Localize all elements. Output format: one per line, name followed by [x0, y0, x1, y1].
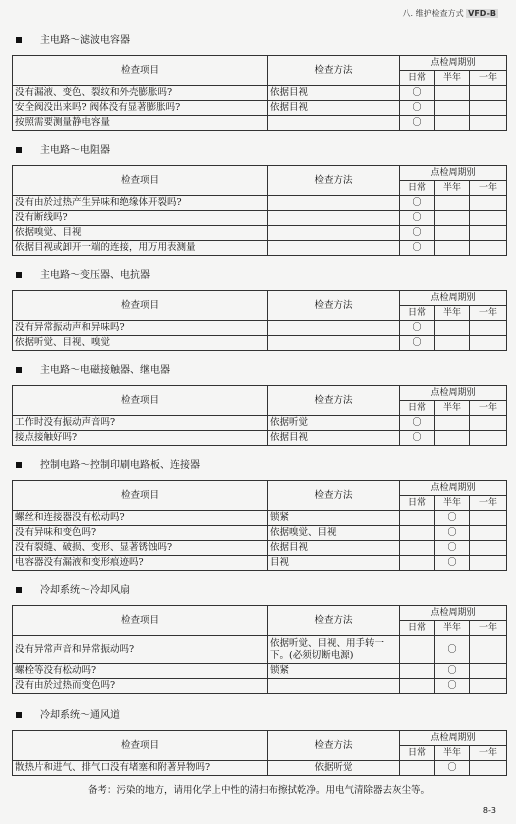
- period-year-cell: [470, 86, 507, 101]
- inspection-item: 没有异常振动声和异味吗?: [13, 321, 268, 336]
- section-title: [16, 34, 506, 48]
- period-daily-cell: [400, 226, 435, 241]
- period-daily-cell: [400, 636, 435, 664]
- inspection-item: 依据目视或卸开一端的连接，用万用表测量: [13, 241, 268, 256]
- inspection-item: 没有由於过热产生异味和绝缘体开裂吗?: [13, 196, 268, 211]
- table-row: [13, 541, 507, 556]
- inspection-table: [12, 385, 507, 446]
- period-year-cell: [470, 101, 507, 116]
- period-half-cell: [435, 526, 470, 541]
- period-year-cell: [470, 511, 507, 526]
- inspection-method: 依据目视: [268, 431, 400, 446]
- period-year-cell: [470, 664, 507, 679]
- check-mark: 〇: [412, 243, 422, 253]
- period-year-cell: [470, 431, 507, 446]
- inspection-method: [268, 226, 400, 241]
- table-header-row: [13, 56, 507, 71]
- table-header-row: [13, 731, 507, 746]
- inspection-method: 依据目视: [268, 541, 400, 556]
- check-mark: 〇: [412, 103, 422, 113]
- inspection-table: [12, 55, 507, 131]
- inspection-section: [12, 459, 506, 571]
- period-year-cell: [470, 541, 507, 556]
- table-row: [13, 321, 507, 336]
- header-half-year: 半年: [435, 621, 470, 636]
- check-mark: 〇: [447, 513, 457, 523]
- inspection-table: [12, 480, 507, 571]
- header-cycle: 点检周期别: [400, 291, 507, 306]
- inspection-method: 依据嗅觉、目视: [268, 526, 400, 541]
- period-daily-cell: [400, 336, 435, 351]
- period-year-cell: [470, 241, 507, 256]
- model-tag: VFD-B: [468, 9, 496, 18]
- inspection-item: 螺栓等没有松动吗?: [13, 664, 268, 679]
- square-bullet-icon: [16, 462, 22, 468]
- inspection-table: [12, 165, 507, 256]
- period-daily-cell: [400, 321, 435, 336]
- section-title: [16, 269, 506, 283]
- period-daily-cell: [400, 86, 435, 101]
- period-half-cell: [435, 211, 470, 226]
- period-year-cell: [470, 226, 507, 241]
- check-mark: 〇: [412, 433, 422, 443]
- period-daily-cell: [400, 211, 435, 226]
- period-daily-cell: [400, 116, 435, 131]
- inspection-item: 工作时没有振动声音吗?: [13, 416, 268, 431]
- section-title: [16, 144, 506, 158]
- period-half-cell: [435, 86, 470, 101]
- inspection-item: 没有异常声音和异常振动吗?: [13, 636, 268, 664]
- inspection-item: 电容器没有漏液和变形痕迹吗?: [13, 556, 268, 571]
- header-cycle: 点检周期别: [400, 56, 507, 71]
- header-half-year: 半年: [435, 71, 470, 86]
- square-bullet-icon: [16, 147, 22, 153]
- square-bullet-icon: [16, 587, 22, 593]
- check-mark: 〇: [447, 681, 457, 691]
- inspection-method: [268, 196, 400, 211]
- header-daily: 日常: [400, 496, 435, 511]
- header-cycle: 点检周期别: [400, 166, 507, 181]
- table-row: [13, 511, 507, 526]
- table-row: [13, 679, 507, 694]
- check-mark: 〇: [447, 528, 457, 538]
- check-mark: 〇: [412, 88, 422, 98]
- inspection-table: [12, 290, 507, 351]
- period-daily-cell: [400, 241, 435, 256]
- table-row: [13, 196, 507, 211]
- period-half-cell: [435, 431, 470, 446]
- header-daily: 日常: [400, 621, 435, 636]
- section-title-text: 冷却系统～冷却风扇: [40, 585, 130, 596]
- square-bullet-icon: [16, 37, 22, 43]
- header-daily: 日常: [400, 71, 435, 86]
- inspection-table: [12, 605, 507, 694]
- page-header: [402, 8, 498, 19]
- header-daily: 日常: [400, 306, 435, 321]
- page-number: 8-3: [482, 806, 496, 815]
- section-title: [16, 709, 506, 723]
- check-mark: 〇: [412, 323, 422, 333]
- table-row: [13, 416, 507, 431]
- check-mark: 〇: [412, 418, 422, 428]
- inspection-section: [12, 709, 506, 776]
- period-half-cell: [435, 664, 470, 679]
- period-daily-cell: [400, 526, 435, 541]
- section-title-text: 主电路～电阻器: [40, 145, 110, 156]
- header-year: 一年: [470, 181, 507, 196]
- period-daily-cell: [400, 196, 435, 211]
- header-cycle: 点检周期别: [400, 731, 507, 746]
- table-row: [13, 336, 507, 351]
- header-item: 检查项目: [13, 166, 268, 196]
- inspection-method: 依据听觉: [268, 416, 400, 431]
- period-half-cell: [435, 321, 470, 336]
- inspection-item: 依据嗅觉、目视: [13, 226, 268, 241]
- inspection-item: 螺丝和连接器没有松动吗?: [13, 511, 268, 526]
- table-header-row: [13, 481, 507, 496]
- inspection-item: 接点接触好吗?: [13, 431, 268, 446]
- header-item: 检查项目: [13, 481, 268, 511]
- check-mark: 〇: [447, 543, 457, 553]
- period-year-cell: [470, 416, 507, 431]
- table-row: [13, 636, 507, 664]
- table-row: [13, 431, 507, 446]
- inspection-method: [268, 679, 400, 694]
- period-half-cell: [435, 336, 470, 351]
- table-header-row: [13, 166, 507, 181]
- period-year-cell: [470, 761, 507, 776]
- period-daily-cell: [400, 541, 435, 556]
- header-year: 一年: [470, 621, 507, 636]
- inspection-item: 安全阀没出来吗? 阀体没有显著膨胀吗?: [13, 101, 268, 116]
- header-method: 检查方法: [268, 481, 400, 511]
- header-half-year: 半年: [435, 181, 470, 196]
- check-mark: 〇: [412, 213, 422, 223]
- period-year-cell: [470, 556, 507, 571]
- period-daily-cell: [400, 761, 435, 776]
- inspection-item: 没有异味和变色吗?: [13, 526, 268, 541]
- table-row: [13, 226, 507, 241]
- period-half-cell: [435, 416, 470, 431]
- period-half-cell: [435, 116, 470, 131]
- inspection-method: 依据目视: [268, 86, 400, 101]
- table-header-row: [13, 606, 507, 621]
- table-row: [13, 86, 507, 101]
- inspection-item: 没有由於过热而变色吗?: [13, 679, 268, 694]
- table-row: [13, 556, 507, 571]
- check-mark: 〇: [412, 198, 422, 208]
- header-daily: 日常: [400, 746, 435, 761]
- inspection-section: [12, 584, 506, 694]
- header-daily: 日常: [400, 401, 435, 416]
- section-title-text: 冷却系统～通风道: [40, 710, 120, 721]
- check-mark: 〇: [412, 338, 422, 348]
- inspection-method: [268, 336, 400, 351]
- header-year: 一年: [470, 401, 507, 416]
- inspection-item: 依据听觉、目视、嗅觉: [13, 336, 268, 351]
- period-half-cell: [435, 101, 470, 116]
- period-half-cell: [435, 541, 470, 556]
- header-half-year: 半年: [435, 746, 470, 761]
- period-half-cell: [435, 679, 470, 694]
- header-item: 检查项目: [13, 731, 268, 761]
- inspection-section: [12, 144, 506, 256]
- check-mark: 〇: [447, 666, 457, 676]
- table-row: [13, 664, 507, 679]
- period-half-cell: [435, 636, 470, 664]
- section-title: [16, 584, 506, 598]
- period-daily-cell: [400, 416, 435, 431]
- inspection-method: 锁紧: [268, 511, 400, 526]
- header-cycle: 点检周期别: [400, 606, 507, 621]
- table-row: [13, 211, 507, 226]
- inspection-method: 依据听觉: [268, 761, 400, 776]
- check-mark: 〇: [412, 118, 422, 128]
- period-half-cell: [435, 196, 470, 211]
- check-mark: 〇: [412, 228, 422, 238]
- header-half-year: 半年: [435, 401, 470, 416]
- period-half-cell: [435, 761, 470, 776]
- check-mark: 〇: [447, 558, 457, 568]
- inspection-table: [12, 730, 507, 776]
- inspection-section: [12, 34, 506, 131]
- period-year-cell: [470, 321, 507, 336]
- period-daily-cell: [400, 101, 435, 116]
- period-daily-cell: [400, 664, 435, 679]
- header-method: 检查方法: [268, 56, 400, 86]
- header-method: 检查方法: [268, 386, 400, 416]
- header-half-year: 半年: [435, 306, 470, 321]
- period-year-cell: [470, 336, 507, 351]
- square-bullet-icon: [16, 712, 22, 718]
- inspection-method: 目视: [268, 556, 400, 571]
- inspection-method: [268, 116, 400, 131]
- period-year-cell: [470, 116, 507, 131]
- inspection-method: 锁紧: [268, 664, 400, 679]
- inspection-item: 没有断线吗?: [13, 211, 268, 226]
- header-item: 检查项目: [13, 606, 268, 636]
- table-row: [13, 761, 507, 776]
- table-row: [13, 116, 507, 131]
- header-method: 检查方法: [268, 291, 400, 321]
- header-item: 检查项目: [13, 291, 268, 321]
- square-bullet-icon: [16, 272, 22, 278]
- period-half-cell: [435, 226, 470, 241]
- period-year-cell: [470, 211, 507, 226]
- inspection-item: 按照需要测量静电容量: [13, 116, 268, 131]
- period-daily-cell: [400, 556, 435, 571]
- header-item: 检查项目: [13, 56, 268, 86]
- period-half-cell: [435, 241, 470, 256]
- header-method: 检查方法: [268, 606, 400, 636]
- period-half-cell: [435, 556, 470, 571]
- table-row: [13, 101, 507, 116]
- table-header-row: [13, 386, 507, 401]
- inspection-method: [268, 241, 400, 256]
- header-method: 检查方法: [268, 731, 400, 761]
- period-half-cell: [435, 511, 470, 526]
- section-title-text: 控制电路～控制印刷电路板、连接器: [40, 460, 200, 471]
- section-title-text: 主电路～变压器、电抗器: [40, 270, 150, 281]
- square-bullet-icon: [16, 367, 22, 373]
- table-row: [13, 241, 507, 256]
- inspection-method: [268, 321, 400, 336]
- inspection-method: 依据目视: [268, 101, 400, 116]
- remark-note: 备考：污染的地方，请用化学上中性的清扫布擦拭乾净。用电气清除器去灰尘等。: [88, 785, 431, 796]
- header-year: 一年: [470, 746, 507, 761]
- inspection-method: 依据听觉、目视、用手转一下。(必须切断电源): [268, 636, 400, 664]
- header-cycle: 点检周期别: [400, 386, 507, 401]
- table-row: [13, 526, 507, 541]
- period-year-cell: [470, 196, 507, 211]
- inspection-section: [12, 364, 506, 446]
- header-cycle: 点检周期别: [400, 481, 507, 496]
- inspection-item: 没有裂缝、破损、变形、显著锈蚀吗?: [13, 541, 268, 556]
- header-method: 检查方法: [268, 166, 400, 196]
- header-daily: 日常: [400, 181, 435, 196]
- inspection-item: 散热片和进气、排气口没有堵塞和附著异物吗?: [13, 761, 268, 776]
- header-year: 一年: [470, 71, 507, 86]
- period-daily-cell: [400, 511, 435, 526]
- inspection-method: [268, 211, 400, 226]
- section-title-text: 主电路～滤波电容器: [40, 35, 130, 46]
- check-mark: 〇: [447, 644, 457, 655]
- check-mark: 〇: [447, 763, 457, 773]
- period-year-cell: [470, 636, 507, 664]
- inspection-section: [12, 269, 506, 351]
- chapter-label: 八. 维护检查方式: [402, 9, 464, 18]
- section-title-text: 主电路～电磁接触器、继电器: [40, 365, 170, 376]
- header-item: 检查项目: [13, 386, 268, 416]
- period-daily-cell: [400, 679, 435, 694]
- table-header-row: [13, 291, 507, 306]
- header-year: 一年: [470, 306, 507, 321]
- header-half-year: 半年: [435, 496, 470, 511]
- period-year-cell: [470, 526, 507, 541]
- period-daily-cell: [400, 431, 435, 446]
- period-year-cell: [470, 679, 507, 694]
- section-title: [16, 364, 506, 378]
- section-title: [16, 459, 506, 473]
- header-year: 一年: [470, 496, 507, 511]
- inspection-item: 没有漏液、变色、裂纹和外壳膨胀吗?: [13, 86, 268, 101]
